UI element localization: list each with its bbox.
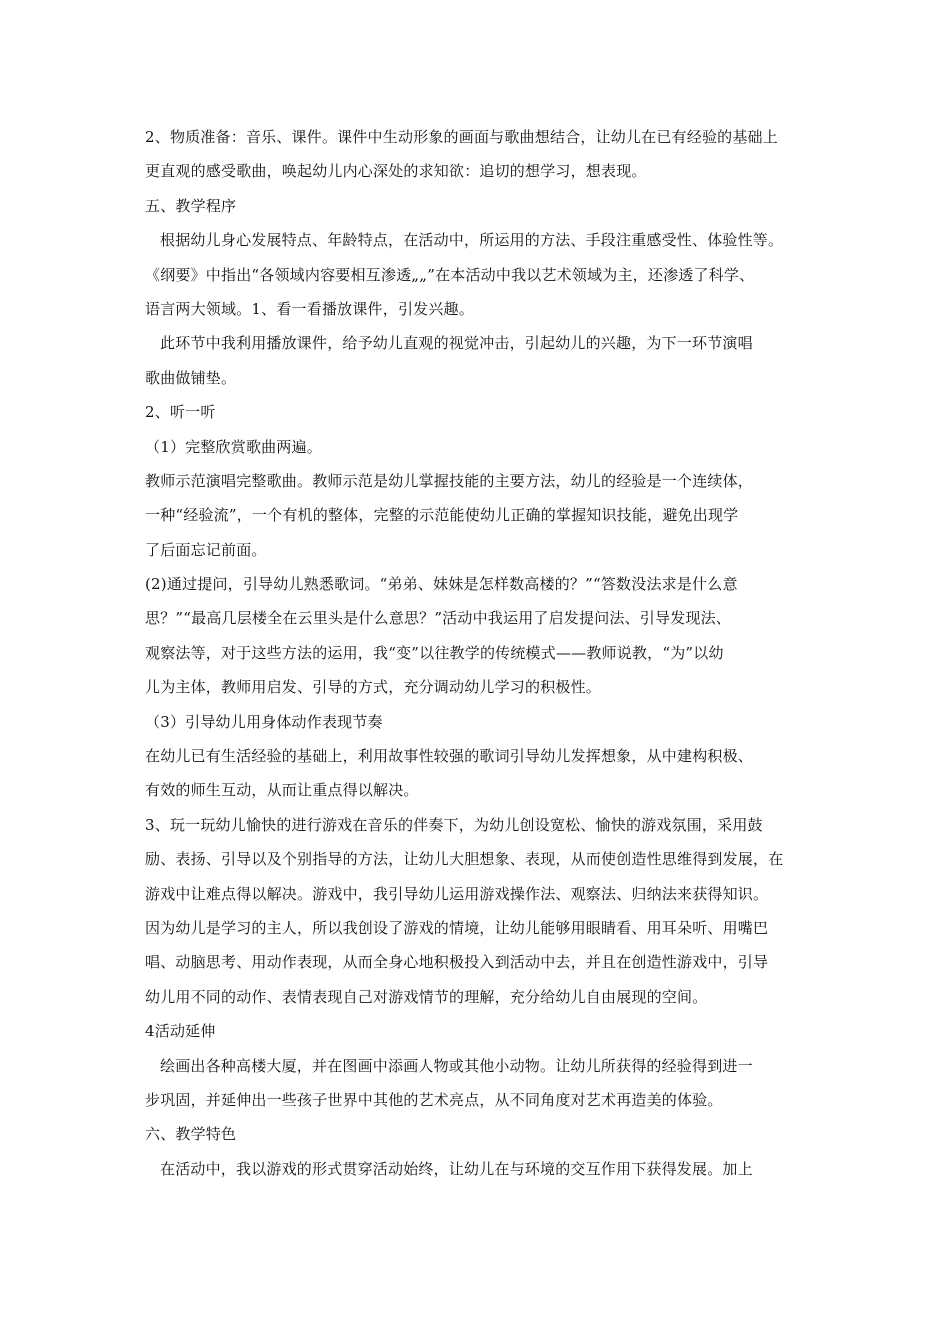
text-line: 游戏中让难点得以解决。游戏中，我引导幼儿运用游戏操作法、观察法、归纳法来获得知识。 bbox=[145, 884, 769, 903]
text-line: 幼儿用不同的动作、表情表现自己对游戏情节的理解，充分给幼儿自由展现的空间。 bbox=[145, 987, 708, 1006]
text-line: 因为幼儿是学习的主人，所以我创设了游戏的情境，让幼儿能够用眼睛看、用耳朵听、用嘴巴 bbox=[145, 918, 769, 937]
section-heading: 五、教学程序 bbox=[145, 196, 237, 215]
text-line: 唱、动脑思考、用动作表现，从而全身心地积极投入到活动中去，并且在创造性游戏中，引导 bbox=[145, 953, 769, 972]
text-line: 更直观的感受歌曲，唤起幼儿内心深处的求知欲：追切的想学习，想表现。 bbox=[145, 162, 647, 181]
text-line: 在幼儿已有生活经验的基础上，利用故事性较强的歌词引导幼儿发挥想象，从中建构积极、 bbox=[145, 747, 754, 766]
text-line: 儿为主体，教师用启发、引导的方式，充分调动幼儿学习的积极性。 bbox=[145, 678, 602, 697]
text-line: 2、物质准备：音乐、课件。课件中生动形象的画面与歌曲想结合，让幼儿在已有经验的基础上 bbox=[145, 128, 778, 146]
text-line: 观察法等，对于这些方法的运用，我“变”以往教学的传统模式——教师说教，“为”以幼 bbox=[145, 643, 724, 662]
text-line: 语言两大领域。1、看一看播放课件，引发兴趣。 bbox=[145, 299, 474, 318]
text-line: 励、表扬、引导以及个别指导的方法，让幼儿大胆想象、表现，从而使创造性思维得到发展，在 bbox=[145, 850, 784, 869]
subsection-heading: 4活动延伸 bbox=[145, 1022, 216, 1041]
subsection-heading: （1）完整欣赏歌曲两遍。 bbox=[145, 437, 322, 456]
document-body bbox=[145, 120, 810, 1186]
text-line: 3、玩一玩幼儿愉快的进行游戏在音乐的伴奏下，为幼儿创设宽松、愉快的游戏氛围，采用鼓 bbox=[145, 815, 763, 834]
subsection-heading: 2、听一听 bbox=[145, 403, 216, 422]
text-line: 绘画出各种高楼大厦，并在图画中添画人物或其他小动物。让幼儿所获得的经验得到进一 bbox=[160, 1056, 753, 1075]
text-line: 教师示范演唱完整歌曲。教师示范是幼儿掌握技能的主要方法，幼儿的经验是一个连续体， bbox=[145, 471, 754, 490]
text-line: 《纲要》中指出“各领域内容要相互渗透„„”在本活动中我以艺术领域为主，还渗透了科学、 bbox=[145, 265, 755, 284]
text-line: 思？”“最高几层楼全在云里头是什么意思？”活动中我运用了启发提问法、引导发现法、 bbox=[145, 609, 732, 628]
text-line: 此环节中我利用播放课件，给予幼儿直观的视觉冲击，引起幼儿的兴趣，为下一环节演唱 bbox=[160, 334, 753, 353]
text-line: 一种“经验流”，一个有机的整体，完整的示范能使幼儿正确的掌握知识技能，避免出现学 bbox=[145, 506, 739, 525]
text-line: 有效的师生互动，从而让重点得以解决。 bbox=[145, 781, 419, 800]
text-line: 了后面忘记前面。 bbox=[145, 540, 267, 559]
text-line: 在活动中，我以游戏的形式贯穿活动始终，让幼儿在与环境的交互作用下获得发展。加上 bbox=[160, 1159, 753, 1178]
text-line: (2)通过提问，引导幼儿熟悉歌词。“弟弟、妹妹是怎样数高楼的？”“答数没法求是什么意 bbox=[145, 575, 738, 594]
subsection-heading: （3）引导幼儿用身体动作表现节奏 bbox=[145, 712, 383, 731]
section-heading: 六、教学特色 bbox=[145, 1125, 237, 1144]
text-line: 根据幼儿身心发展特点、年龄特点，在活动中，所运用的方法、手段注重感受性、体验性等。 bbox=[160, 231, 784, 250]
text-line: 歌曲做铺垫。 bbox=[145, 368, 237, 387]
text-line: 步巩固，并延伸出一些孩子世界中其他的艺术亮点，从不同角度对艺术再造美的体验。 bbox=[145, 1090, 723, 1109]
